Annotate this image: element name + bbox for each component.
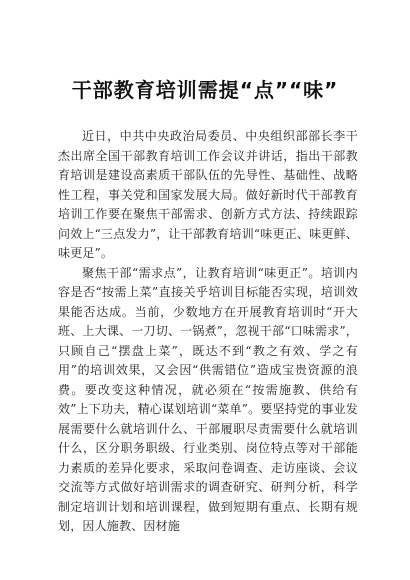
- document-title: 干部教育培训需提“点”“味”: [71, 78, 339, 102]
- paragraph-2: 聚焦干部“需求点”，让教育培训“味更正”。培训内容是否“按需上菜”直接关乎培训目标能否实现，培训效果能否达成。当前，少数地方在开展教育培训时“开大班、上大课、一刀切、一锅煮”，忽视干部“口味需求”，只顾自己“摆盘上菜”，既达不到“教之有效、学之有用”的培训效果，又会因“供需错位”造成宝贵资源的浪费。要改变这种情况，就必须在“按需施教、供给有效”上下功夫，精心谋划培训“菜单”。要坚持党的事业发展需要什么就培训什么、干部履职尽责需要什么就培训什么，区分职务职级、行业类别、岗位特点等对干部能力素质的差异化要求，采取问卷调查、走访座谈、会议交流等方式做好培训需求的调查研究、研判分析，科学制定培训计划和培训课程，做到短期有重点、长期有规划，因人施教、因材施: [58, 265, 358, 533]
- document-body: [58, 127, 358, 537]
- paragraph-1: 近日，中共中央政治局委员、中央组织部部长李干杰出席全国干部教育培训工作会议并讲话，指出干部教育培训是建设高素质干部队伍的先导性、基础性、战略性工程，事关党和国家发展大局。做好新时代干部教育培训工作要在聚焦干部需求、创新方式方法、持续跟踪问效上“三点发力”，让干部教育培训“味更正、味更鲜、味更足”。: [58, 129, 358, 260]
